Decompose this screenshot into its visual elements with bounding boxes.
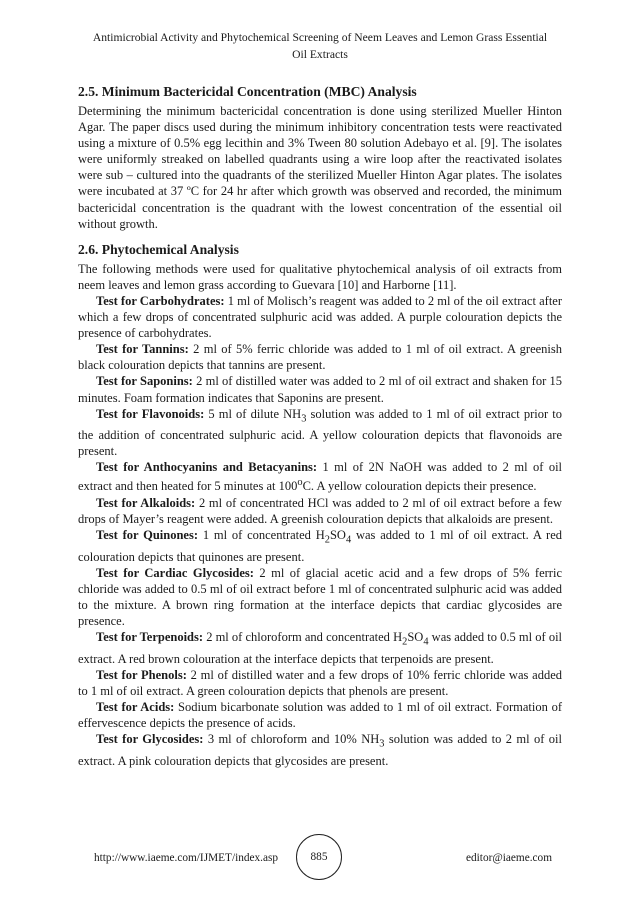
test-text: 5 ml of dilute NH: [208, 406, 302, 421]
subscript: 3: [301, 413, 307, 425]
test-title: Test for Quinones:: [96, 527, 198, 542]
journal-url-link[interactable]: http://www.iaeme.com/IJMET/index.asp: [94, 852, 279, 864]
section-heading: 2.6. Phytochemical Analysis: [78, 241, 239, 257]
test-paragraph-flavonoids: [78, 406, 562, 460]
test-text: was added to 0.5 ml of oil extract. A red brown colouration at the interface depicts that terpenoids are present.: [78, 629, 563, 666]
test-text: Sodium bicarbonate solution was added to 1 ml of oil extract. Formation of effervescence depicts the presence of acids.: [78, 699, 563, 730]
test-title: Test for Anthocyanins and Betacyanins:: [96, 460, 318, 475]
test-paragraph-terpenoids: [78, 629, 562, 667]
test-text: 2 ml of 5% ferric chloride was added to 1 ml of oil extract. A greenish black colouration depicts that tannins are present.: [78, 342, 563, 373]
test-text: 1 ml of concentrated H: [202, 527, 325, 542]
test-text: 1 ml of 2N NaOH was added to 2 ml of oil extract and then heated for 5 minutes at 100: [78, 460, 563, 494]
test-title: Test for Terpenoids:: [96, 629, 204, 644]
page-number-text: 885: [310, 851, 328, 863]
page-content: [78, 83, 562, 769]
subscript: 3: [379, 738, 385, 750]
editor-email-link[interactable]: editor@iaeme.com: [466, 852, 552, 864]
test-paragraph-carbohydrates: [78, 293, 562, 341]
test-title: Test for Acids:: [96, 699, 175, 714]
test-paragraph-anthocyanins: [78, 459, 562, 494]
test-paragraph-cardiac-glycosides: [78, 565, 562, 629]
test-text: 2 ml of distilled water was added to 2 ml of oil extract and shaken for 15 minutes. Foam formation indicates that Saponins are present.: [78, 374, 563, 405]
test-text: 2 ml of concentrated HCl was added to 2 ml of oil extract before a few drops of Mayer’s reagent were added. A greenish colouration depicts that alkaloids are present.: [78, 495, 562, 526]
test-title: Test for Phenols:: [96, 667, 187, 682]
subscript: 2: [402, 636, 408, 648]
test-text: SO: [407, 629, 424, 644]
test-text: 2 ml of distilled water and a few drops of 10% ferric chloride was added to 1 ml of oil extract. A green colouration depicts that phenols are present.: [78, 667, 562, 698]
superscript: o: [297, 477, 303, 489]
section-heading: 2.5. Minimum Bactericidal Concentration (MBC) Analysis: [78, 84, 417, 99]
test-text: C. A yellow colouration depicts their presence.: [302, 479, 537, 494]
test-paragraph-tannins: [78, 341, 562, 373]
subscript: 4: [423, 636, 429, 648]
subscript: 2: [324, 534, 330, 546]
test-paragraph-alkaloids: [78, 495, 562, 527]
section-mbc: [78, 83, 562, 232]
test-paragraph-acids: [78, 699, 562, 731]
test-title: Test for Carbohydrates:: [96, 293, 225, 308]
test-text: 2 ml of chloroform and concentrated H: [206, 629, 403, 644]
test-text: 1 ml of Molisch’s reagent was added to 2 ml of the oil extract after which a few drops of concentrated sulphuric acid was added. A purple colouration depicts the presence of carbohydrates.: [78, 293, 563, 341]
test-text: 3 ml of chloroform and 10% NH: [207, 732, 380, 747]
test-text: solution was added to 1 ml of oil extract prior to the addition of concentrated sulphuric acid. A yellow colouration depicts that flavonoids are present.: [78, 406, 563, 459]
test-text: SO: [329, 527, 346, 542]
section-body: The following methods were used for qualitative phytochemical analysis of oil extracts from neem leaves and lemon grass according to Guevara [10] and Harborne [11].: [78, 261, 562, 292]
test-paragraph-phenols: [78, 667, 562, 699]
test-text: was added to 1 ml of oil extract. A red colouration depicts that quinones are present.: [78, 527, 562, 564]
page-number: [296, 834, 342, 880]
test-title: Test for Glycosides:: [96, 732, 204, 747]
section-phytochemical: [78, 241, 562, 769]
test-title: Test for Saponins:: [96, 374, 193, 389]
test-title: Test for Alkaloids:: [96, 495, 196, 510]
test-paragraph-glycosides: [78, 731, 562, 769]
section-body: Determining the minimum bactericidal concentration is done using sterilized Mueller Hinton Agar. The paper discs used during the minimum inhibitory concentration tests were reactivated using a mixture of 0.5% egg lecithin and 3% Tween 80 solution Adebayo et al. [9]. The isolates were uniformly streaked on labelled quadrants using a wire loop after the reactivated isolates were sub – cultured into the quadrants of the sterilized Mueller Hinton Agar plates. The isolates were incubated at 37 ºC for 24 hr after which growth was observed and recorded, the minimum bactericidal concentration is the quadrant with the lowest concentration of the essential oil without growth.: [78, 104, 562, 231]
test-text: 2 ml of glacial acetic acid and a few drops of 5% ferric chloride was added to 0.5 ml of oil extract before 1 ml of concentrated sulphuric acid was added to the mixture. A brown ring formation at the interface depicts that cardiac glycosides are presence.: [78, 565, 562, 628]
test-text: solution was added to 2 ml of oil extract. A pink colouration depicts that glycosides are present.: [78, 732, 563, 768]
test-title: Test for Flavonoids:: [96, 406, 205, 421]
subscript: 4: [345, 534, 352, 546]
running-header: [78, 30, 562, 63]
test-title: Test for Cardiac Glycosides:: [96, 565, 254, 580]
page-footer: [78, 834, 562, 874]
header-line-2: Oil Extracts: [292, 47, 348, 61]
test-paragraph-quinones: [78, 527, 562, 565]
test-title: Test for Tannins:: [96, 342, 189, 357]
test-paragraph-saponins: [78, 373, 562, 405]
header-line-1: Antimicrobial Activity and Phytochemical Screening of Neem Leaves and Lemon Grass Essential: [92, 31, 548, 44]
